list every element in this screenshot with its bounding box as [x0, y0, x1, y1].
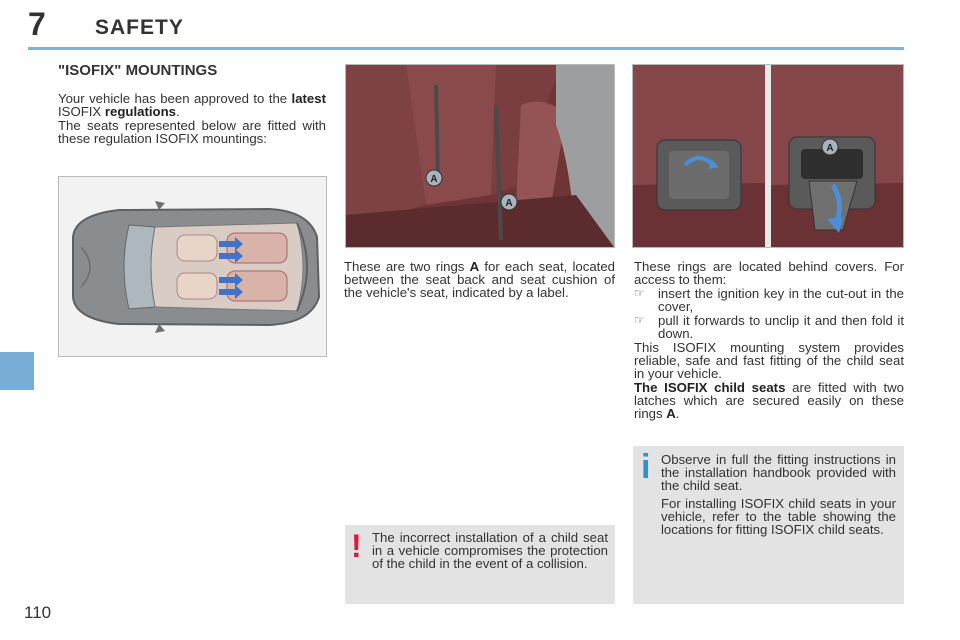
child-seat-text: are fitted with two latches which are secured easily on these rings — [634, 380, 904, 421]
chapter-side-tab — [0, 352, 34, 390]
section-title: "ISOFIX" MOUNTINGS — [58, 62, 218, 79]
rings-desc-span: These are two rings — [344, 259, 470, 274]
info-note-paragraph-1: Observe in full the fitting instructions in the installation handbook provided with the child seat. — [661, 452, 896, 493]
list-item — [634, 314, 904, 340]
intro-bold-regulations: regulations — [104, 104, 176, 119]
access-intro: These rings are located behind covers. For access to them: — [634, 259, 904, 287]
intro-paragraph-2: The seats represented below are fitted with these regulation ISOFIX mountings: — [58, 118, 326, 146]
isofix-cover-photo — [632, 64, 904, 248]
chapter-title: SAFETY — [95, 16, 184, 39]
pointing-hand-icon: ☞ — [634, 313, 645, 327]
info-note-paragraph-2: For installing ISOFIX child seats in your vehicle, refer to the table showing the locations for fitting ISOFIX child seats. — [661, 496, 896, 537]
warning-icon: ! — [351, 528, 362, 564]
list-item-text: insert the ignition key in the cut-out in the cover, — [658, 286, 904, 314]
intro-text-span: ISOFIX — [58, 104, 105, 119]
intro-text-span: . — [175, 104, 180, 119]
page-number: 110 — [24, 603, 52, 622]
car-top-view-graphic — [59, 177, 326, 356]
header-rule — [28, 47, 904, 50]
list-item — [634, 287, 904, 313]
rings-desc-span: for each seat, located between the seat back and seat cushion of the vehicle's seat, indicated by a label. — [344, 259, 615, 300]
info-icon: i — [641, 448, 651, 486]
ring-label-a-cover: A — [826, 143, 834, 154]
child-seat-description — [634, 381, 904, 420]
pointing-hand-icon: ☞ — [634, 286, 645, 300]
child-seat-text: . — [675, 406, 680, 421]
chapter-number: 7 — [28, 6, 46, 42]
ring-letter-a: A — [469, 259, 480, 274]
child-seats-bold: The ISOFIX child seats — [634, 380, 786, 395]
system-description: This ISOFIX mounting system provides reliable, safe and fast fitting of the child seat in your vehicle. — [634, 340, 904, 381]
ring-label-a-left: A — [430, 174, 438, 185]
access-instructions — [634, 260, 904, 421]
rear-seat-photo — [345, 64, 615, 248]
intro-text — [58, 92, 326, 146]
intro-text-span: Your vehicle has been approved to the — [58, 91, 292, 106]
rings-description — [344, 260, 615, 299]
rear-seat-graphic — [346, 65, 614, 247]
info-note-text — [661, 453, 896, 541]
ring-label-a-right: A — [505, 198, 513, 209]
car-top-view-illustration — [58, 176, 327, 357]
isofix-cover-graphic — [633, 65, 903, 247]
warning-note-text: The incorrect installation of a child seat in a vehicle compromises the protection of the child in the event of a collision. — [372, 530, 608, 571]
intro-paragraph-1 — [58, 92, 326, 118]
intro-bold-latest: latest — [291, 91, 326, 106]
list-item-text: pull it forwards to unclip it and then fold it down. — [658, 313, 904, 341]
ring-letter-a: A — [666, 406, 676, 421]
